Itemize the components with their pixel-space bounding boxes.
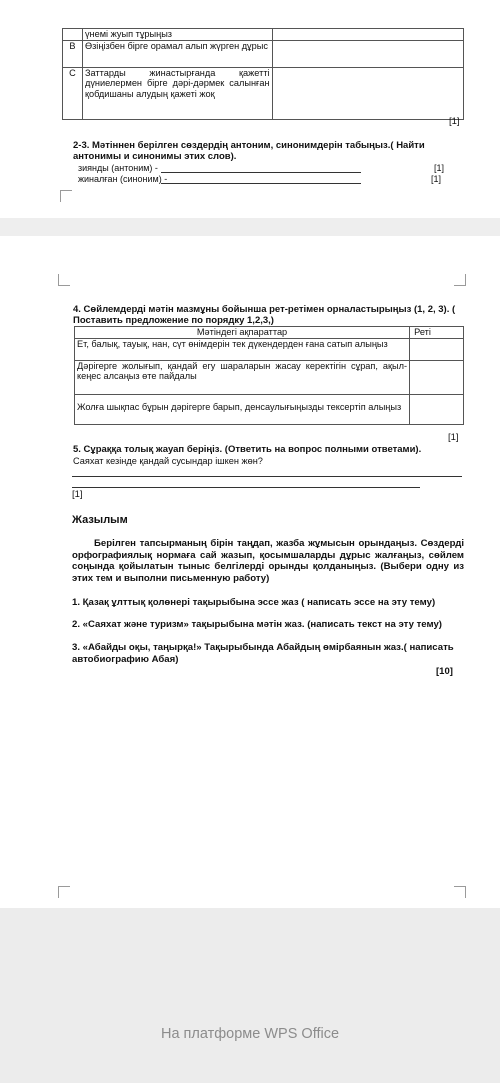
writing-task-3: 3. «Абайды оқы, таңырқа!» Тақырыбында Абайдың өмірбаянын жаз.( написать автобиографию Абая)	[72, 642, 454, 665]
viewer-footer	[0, 908, 500, 1083]
table-row	[75, 394, 464, 424]
section-heading: Жазылым	[72, 514, 128, 526]
order-cell[interactable]	[410, 360, 464, 394]
option-text: Заттарды жинастырғанда қажетті дүниелермен бірге дәрі-дәрмек салынған қобдишаны алудың қажеті жоқ	[82, 67, 272, 119]
antonym-line	[78, 163, 458, 173]
question-5-prompt: Саяхат кезінде қандай сусындар ішкен жөн?	[73, 456, 263, 466]
table-row	[63, 40, 464, 67]
option-text: үнемі жуып тұрыңыз	[82, 29, 272, 41]
answer-line[interactable]	[72, 476, 462, 477]
score-mark: [1]	[72, 489, 83, 500]
column-header-order: Реті	[410, 327, 464, 339]
answer-underline[interactable]	[161, 183, 361, 184]
score-mark: [1]	[431, 174, 442, 184]
option-text: Өзіңізбен бірге орамал алып жүрген дұрыс	[82, 40, 272, 67]
order-cell[interactable]	[410, 338, 464, 360]
info-cell: Дәрігерге жолығып, қандай егу шараларын жасау керектігін сұрап, ақыл-кеңес алсаңыз өте пайдалы	[75, 360, 410, 394]
order-cell[interactable]	[410, 394, 464, 424]
document-page-1	[0, 0, 500, 218]
question-4: 4. Сөйлемдерді мәтін мазмұны бойынша рет-ретімен орналастырыңыз (1, 2, 3). ( Поставить предложение по порядку 1,2,3,)	[73, 304, 456, 326]
table-row	[75, 338, 464, 360]
line-label: жиналған (синоним) -	[78, 174, 168, 184]
wps-platform-label[interactable]: На платформе WPS Office	[160, 1026, 340, 1042]
table-header-row	[75, 327, 464, 339]
page-corner-mark	[454, 886, 466, 898]
info-cell: Жолға шықпас бұрын дәрігерге барып, денсаулығыңызды тексертіп алыңыз	[75, 394, 410, 424]
table-row	[63, 67, 464, 119]
ordering-table	[74, 326, 464, 425]
table-row	[63, 29, 464, 41]
answer-options-table	[62, 28, 464, 120]
writing-task-2: 2. «Саяхат және туризм» тақырыбына мәтін жаз. (написать текст на эту тему)	[72, 619, 442, 630]
answer-line[interactable]	[72, 487, 420, 488]
answer-underline[interactable]	[161, 172, 361, 173]
document-page-2	[0, 236, 500, 908]
answer-cell[interactable]	[272, 67, 463, 119]
info-cell: Ет, балық, тауық, нан, сүт өнімдерін тек дүкендерден ғана сатып алыңыз	[75, 338, 410, 360]
score-mark: [1]	[434, 163, 445, 173]
column-header-info: Мәтіндегі ақпараттар	[75, 327, 410, 339]
option-letter: B	[63, 40, 83, 67]
question-2-3: 2-3. Мәтіннен берілген сөздердің антоним, синонимдерін табыңыз.( Найти антонимы и синонимы этих слов).	[73, 140, 425, 162]
score-mark: [1]	[449, 116, 460, 127]
option-letter: C	[63, 67, 83, 119]
question-5: 5. Сұраққа толық жауап беріңіз. (Ответить на вопрос полными ответами).	[73, 444, 422, 455]
page-corner-mark	[454, 274, 466, 286]
page-corner-mark	[58, 886, 70, 898]
answer-cell[interactable]	[272, 29, 463, 41]
writing-task-1: 1. Қазақ ұлттық қолөнері тақырыбына эссе жаз ( написать эссе на эту тему)	[72, 597, 436, 608]
option-letter	[63, 29, 83, 41]
line-label: зиянды (антоним) -	[78, 163, 158, 173]
writing-instructions: Берілген тапсырманың бірін таңдап, жазба жұмысын орындаңыз. Сөздерді орфографиялық нормаға сай жазып, қосымшаларды дұрыс жалғаңыз, сөйлем соңында қойылатын тыныс белгілерді орынды қолданыңыз. (Выбери одну из этих тем и выполни письменную работу)	[72, 538, 464, 584]
score-mark: [1]	[448, 432, 459, 443]
synonym-line	[78, 174, 458, 184]
answer-cell[interactable]	[272, 40, 463, 67]
score-mark: [10]	[436, 666, 453, 677]
page-corner-mark	[60, 190, 72, 202]
page-corner-mark	[58, 274, 70, 286]
table-row	[75, 360, 464, 394]
